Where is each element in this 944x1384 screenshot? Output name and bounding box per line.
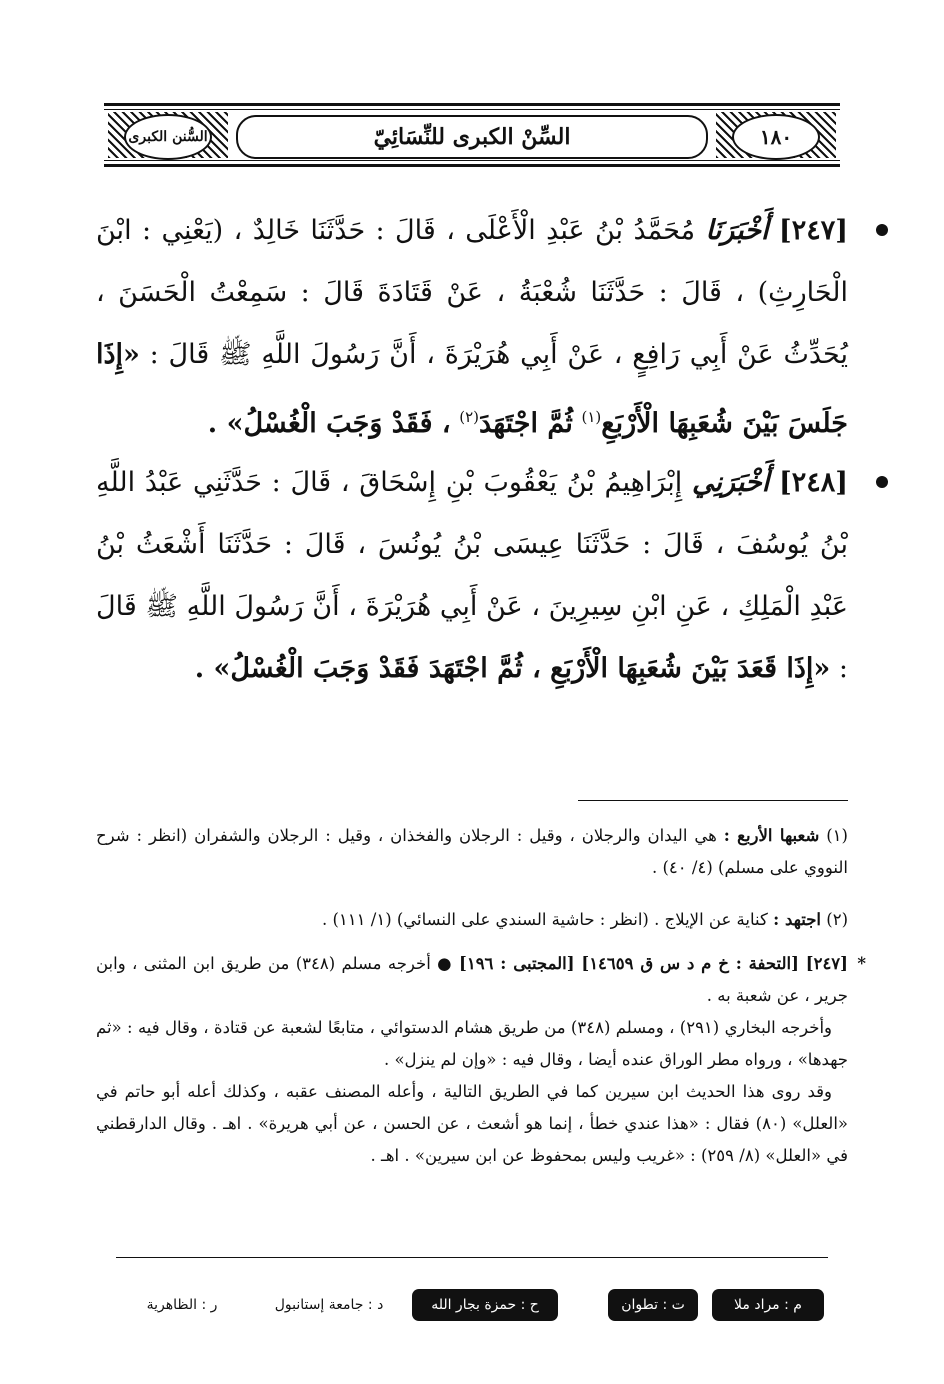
bullet-icon — [876, 224, 888, 236]
takhrij-paragraph: ● أخرجه مسلم (٣٤٨) من طريق ابن المثنى ، وابن جرير ، عن شعبة به . — [96, 954, 848, 1005]
hadith-247 — [96, 200, 848, 455]
footnote-text: كناية عن الإيلاج . (انظر : حاشية السندي على النسائي) (١/ ١١١) . — [321, 910, 768, 929]
bottom-divider — [116, 1257, 828, 1258]
manuscript-label: د : جامعة إستانبول — [274, 1297, 384, 1313]
footnote-text: هي اليدان والرجلان ، وقيل : الرجلان والفخذان ، وقيل : الرجلان والشفران (انظر : شرح النووي على مسلم) (٤/ ٤٠) . — [96, 826, 848, 877]
takhrij-paragraph: وأخرجه البخاري (٢٩١) ، ومسلم (٣٤٨) من طريق هشام الدستوائي ، متابعًا لشعبة عن قتادة ، وقال فيه : «ثم جهدها» ، ورواه مطر الوراق عنده أيضا ، وقال فيه : «وإن لم ينزل» . — [96, 1018, 848, 1069]
header-ornament-right — [716, 112, 836, 158]
isnad-text: إِبْرَاهِيمُ بْنُ يَعْقُوبَ بْنِ إِسْحَاقَ ، قَالَ : حَدَّثَنِي عَبْدُ اللَّهِ بْنُ يُوسُفَ ، قَالَ : حَدَّثَنَا عِيسَى بْنُ يُونُسَ ، قَالَ : حَدَّثَنَا أَشْعَثُ بْنُ عَبْدِ الْمَلِكِ ، عَنِ ابْنِ سِيرِينَ ، عَنْ أَبِي هُرَيْرَةَ ، أَنَّ رَسُولَ اللَّهِ ﷺ قَالَ : — [96, 467, 848, 684]
hadith-number: [٢٤٨] — [778, 467, 849, 498]
asterisk-icon: * — [857, 954, 866, 973]
matn-text: «إِذَا جَلَسَ بَيْنَ شُعَبِهَا الْأَرْبَعِ — [96, 339, 848, 439]
footnote-ref: (٢) — [459, 408, 480, 426]
page-number: ١٨٠ — [732, 114, 820, 160]
takhrij-note — [96, 948, 866, 1172]
hadith-number: [٢٤٧] — [778, 215, 848, 246]
footnote-2 — [96, 904, 848, 936]
page-header — [104, 103, 840, 167]
manuscript-label: ت : تطوان — [608, 1289, 698, 1321]
book-title: السِّنْ الكبرى للنِّسَائِيّ — [236, 115, 708, 159]
footnote-1 — [96, 820, 848, 884]
matn-text: ثُمَّ اجْتَهَدَ — [479, 408, 573, 439]
manuscript-label: م : مراد ملا — [712, 1289, 824, 1321]
book-emblem: السُّنن الكبرى — [124, 114, 212, 160]
akhbarana-word: أَخْبَرَنَا — [705, 215, 769, 246]
manuscript-label: ر : الظاهرية — [146, 1297, 218, 1313]
footnote-term: شعبها الأربع : — [723, 826, 820, 845]
manuscript-label: ح : حمزة بجار الله — [412, 1289, 558, 1321]
hadith-248 — [96, 452, 848, 700]
footnote-ref: (١) — [581, 408, 602, 426]
matn-text: ، فَقَدْ وَجَبَ الْغُسْلُ» . — [207, 408, 451, 439]
footnote-number: (١) — [826, 826, 848, 845]
bullet-icon — [876, 476, 888, 488]
akhbarana-word: أَخْبَرَنِي — [691, 467, 770, 498]
header-ornament-left — [108, 112, 228, 158]
footnote-number: (٢) — [826, 910, 848, 929]
footnote-divider — [578, 800, 848, 801]
isnad-text: مُحَمَّدُ بْنُ عَبْدِ الْأَعْلَى ، قَالَ : حَدَّثَنَا خَالِدٌ ، (يَعْنِي : ابْنَ الْحَارِثِ) ، قَالَ : حَدَّثَنَا شُعْبَةُ ، عَنْ قَتَادَةَ قَالَ : سَمِعْتُ الْحَسَنَ ، يُحَدِّثُ عَنْ أَبِي رَافِعٍ ، عَنْ أَبِي هُرَيْرَةَ ، أَنَّ رَسُولَ اللَّهِ ﷺ قَالَ : — [96, 215, 848, 370]
footnote-term: اجتهد : — [773, 910, 821, 929]
matn-text: «إِذَا قَعَدَ بَيْنَ شُعَبِهَا الْأَرْبَعِ ، ثُمَّ اجْتَهَدَ فَقَدْ وَجَبَ الْغُسْلُ» . — [194, 653, 831, 684]
takhrij-heading: [٢٤٧] [التحفة : خ م د س ق ١٤٦٥٩] [المجتبى : ١٩٦] — [459, 954, 848, 973]
takhrij-paragraph: وقد روى هذا الحديث ابن سيرين كما في الطريق التالية ، وأعله المصنف عقبه ، وكذلك أعله أبو حاتم في «العلل» (٨٠) فقال : «هذا عندي خطأ ، إنما هو أشعث ، عن الحسن ، عن أبي هريرة» . اهـ . وقال الدارقطني في «العلل» (٨/ ٢٥٩) : «غريب وليس بمحفوظ عن ابن سيرين» . اهـ . — [96, 1082, 849, 1165]
